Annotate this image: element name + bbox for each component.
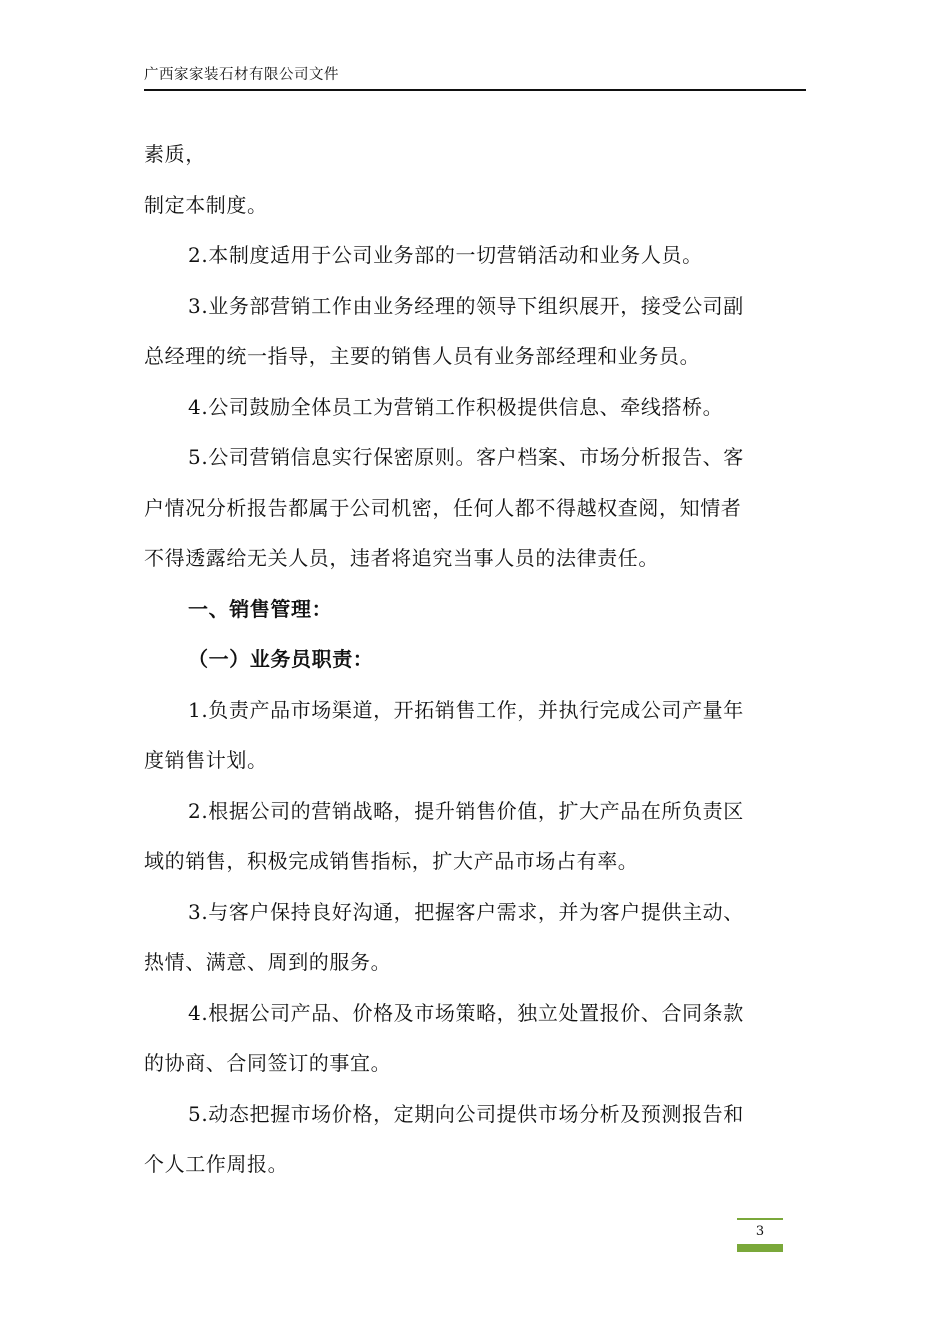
- header-rule: [144, 89, 806, 91]
- paragraph-line: 总经理的统一指导，主要的销售人员有业务部经理和业务员。: [144, 344, 701, 368]
- paragraph-line: 5.公司营销信息实行保密原则。客户档案、市场分析报告、客: [188, 445, 744, 469]
- paragraph-line: 3.与客户保持良好沟通，把握客户需求，并为客户提供主动、: [188, 899, 744, 924]
- paragraph-line: 热情、满意、周到的服务。: [144, 950, 392, 974]
- section-heading: 一、销售管理：: [188, 596, 333, 621]
- paragraph-line: 个人工作周报。: [144, 1152, 289, 1176]
- paragraph-line: 不得透露给无关人员，违者将追究当事人员的法律责任。: [144, 546, 659, 570]
- paragraph-line: 3.业务部营销工作由业务经理的领导下组织展开，接受公司副: [188, 293, 744, 318]
- page-number: 3: [755, 1224, 765, 1239]
- document-header: 广西家家装石材有限公司文件: [144, 67, 339, 83]
- paragraph-line: 素质，: [144, 142, 206, 166]
- section-heading: （一）业务员职责：: [188, 647, 374, 671]
- paragraph-line: 4.公司鼓励全体员工为营销工作积极提供信息、牵线搭桥。: [188, 394, 724, 419]
- document-body: [144, 129, 806, 1190]
- paragraph-line: 4.根据公司产品、价格及市场策略，独立处置报价、合同条款: [188, 1000, 744, 1025]
- paragraph-line: 的协商、合同签订的事宜。: [144, 1051, 392, 1075]
- paragraph-line: 域的销售，积极完成销售指标，扩大产品市场占有率。: [144, 849, 639, 873]
- paragraph-line: 户情况分析报告都属于公司机密，任何人都不得越权查阅，知情者: [144, 495, 742, 520]
- paragraph-line: 度销售计划。: [144, 748, 268, 772]
- paragraph-line: 1.负责产品市场渠道，开拓销售工作，并执行完成公司产量年: [188, 697, 744, 722]
- paragraph-line: 2.本制度适用于公司业务部的一切营销活动和业务人员。: [188, 243, 703, 267]
- paragraph-line: 制定本制度。: [144, 192, 268, 217]
- footer-accent-bar: [737, 1244, 783, 1252]
- paragraph-line: 5.动态把握市场价格，定期向公司提供市场分析及预测报告和: [188, 1101, 744, 1126]
- paragraph-line: 2.根据公司的营销战略，提升销售价值，扩大产品在所负责区: [188, 798, 744, 823]
- footer-accent-line: [737, 1218, 783, 1220]
